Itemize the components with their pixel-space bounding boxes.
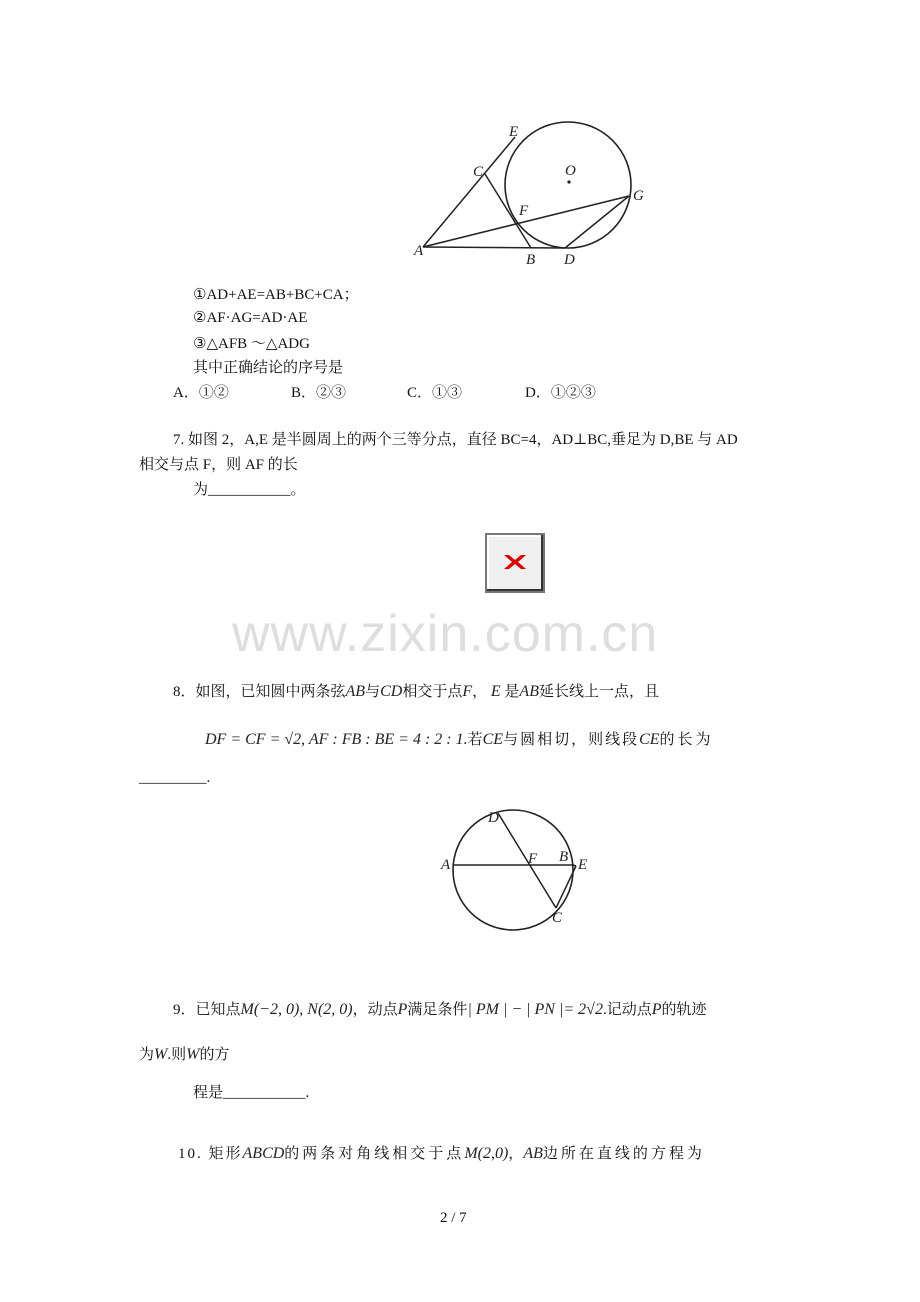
q10-ab: AB — [523, 1145, 543, 1162]
label-G: G — [633, 188, 644, 204]
q9-prefix: 9．已知点 — [173, 1002, 241, 1018]
q10-tail: 边所在直线的方程为 — [542, 1146, 705, 1162]
q8-shi: 是 — [504, 684, 520, 700]
label-C: C — [473, 164, 484, 180]
q7-line-2: 相交与点 F，则 AF 的长 — [139, 457, 298, 473]
q10-mid: 的两条对角线相交于点 — [284, 1146, 465, 1162]
q10-comma: ， — [508, 1146, 524, 1162]
fig2-label-A: A — [441, 857, 451, 873]
label-O: O — [565, 163, 576, 179]
q9-points: M(−2, 0), N(2, 0) — [240, 1001, 353, 1018]
q6-statement-3: ③△AFB ～△ADG — [193, 336, 310, 352]
label-B: B — [526, 252, 536, 268]
q10-m: M(2,0) — [464, 1145, 509, 1162]
q8-prefix: 8．如图，已知圆中两条弦 — [173, 684, 346, 700]
fig2-label-E: E — [578, 857, 588, 873]
q8-tangent: 与圆相切，则线段 — [503, 732, 640, 748]
q8-ce: CE — [482, 731, 504, 748]
q7-line-3: 为___________。 — [193, 482, 306, 498]
label-D: D — [564, 252, 575, 268]
fig2-label-B: B — [559, 849, 569, 865]
q6-statement-2: ②AF·AG=AD·AE — [193, 310, 308, 326]
label-F: F — [519, 203, 529, 219]
watermark: www.zixin.com.cn — [232, 605, 659, 663]
q6-option-c: C．①③ — [407, 385, 463, 401]
figure-1-circle-tangents — [405, 112, 660, 272]
q8-ce-2: CE — [639, 731, 660, 748]
broken-image-icon — [487, 535, 543, 591]
figure-2-circle-chords — [436, 805, 596, 945]
q9-line-2a: 为 — [139, 1047, 155, 1063]
q9-formula: | PM | − | PN |= 2√2 — [467, 1001, 603, 1018]
q9-tail-2: 的轨迹 — [661, 1002, 707, 1018]
q9-line-2 — [139, 1043, 229, 1064]
label-E: E — [509, 124, 519, 140]
q8-e: E — [490, 683, 501, 700]
q9-mid: ，动点 — [352, 1002, 398, 1018]
q8-de: 的长为 — [659, 732, 714, 748]
q10-line-1 — [178, 1142, 705, 1163]
q6-statement-1: ①AD+AE=AB+BC+CA； — [193, 287, 359, 303]
page-number: 2 / 7 — [440, 1210, 467, 1226]
q10-prefix: 10. 矩形 — [178, 1146, 243, 1162]
q8-tail: 延长线上一点，且 — [538, 684, 659, 700]
fig2-label-F: F — [528, 851, 538, 867]
q9-w-2: W — [186, 1046, 200, 1063]
fig2-label-C: C — [552, 910, 563, 926]
q9-p-2: P — [651, 1001, 662, 1018]
q8-blank-line: _________. — [139, 770, 211, 786]
q10-abcd: ABCD — [242, 1145, 285, 1162]
q8-line-1 — [173, 680, 659, 701]
q9-line-2c: 的方 — [199, 1047, 230, 1063]
q8-line-2 — [205, 728, 714, 749]
q8-formula: DF = CF = √2, AF : FB : BE = 4 : 2 : 1. — [205, 731, 468, 748]
q8-f: F — [462, 683, 473, 700]
q9-tail: .记动点 — [602, 1002, 652, 1018]
q9-w: W — [154, 1046, 168, 1063]
label-A: A — [414, 243, 424, 259]
q8-yu: 与 — [365, 684, 381, 700]
q6-option-a: A．①② — [173, 385, 229, 401]
q9-line-2b: .则 — [167, 1047, 187, 1063]
fig2-label-D: D — [488, 810, 499, 826]
q8-comma: ， — [472, 684, 488, 700]
broken-image-placeholder — [485, 533, 545, 593]
q9-line-3: 程是___________. — [193, 1085, 310, 1101]
q8-ab-2: AB — [519, 683, 539, 700]
q8-mid: 相交于点 — [402, 684, 463, 700]
q6-prompt: 其中正确结论的序号是 — [193, 360, 344, 376]
q9-cond: 满足条件 — [407, 1002, 468, 1018]
q9-p: P — [397, 1001, 408, 1018]
q6-option-d: D．①②③ — [525, 385, 596, 401]
q8-cd: CD — [380, 683, 403, 700]
q7-line-1: 7. 如图 2，A,E 是半圆周上的两个三等分点，直径 BC=4，AD⊥BC,垂足为 D,BE 与 AD — [173, 432, 738, 448]
q8-ruo: 若 — [467, 732, 483, 748]
q8-ab: AB — [345, 683, 366, 700]
q6-option-b: B．②③ — [291, 385, 347, 401]
q9-line-1 — [173, 998, 707, 1019]
